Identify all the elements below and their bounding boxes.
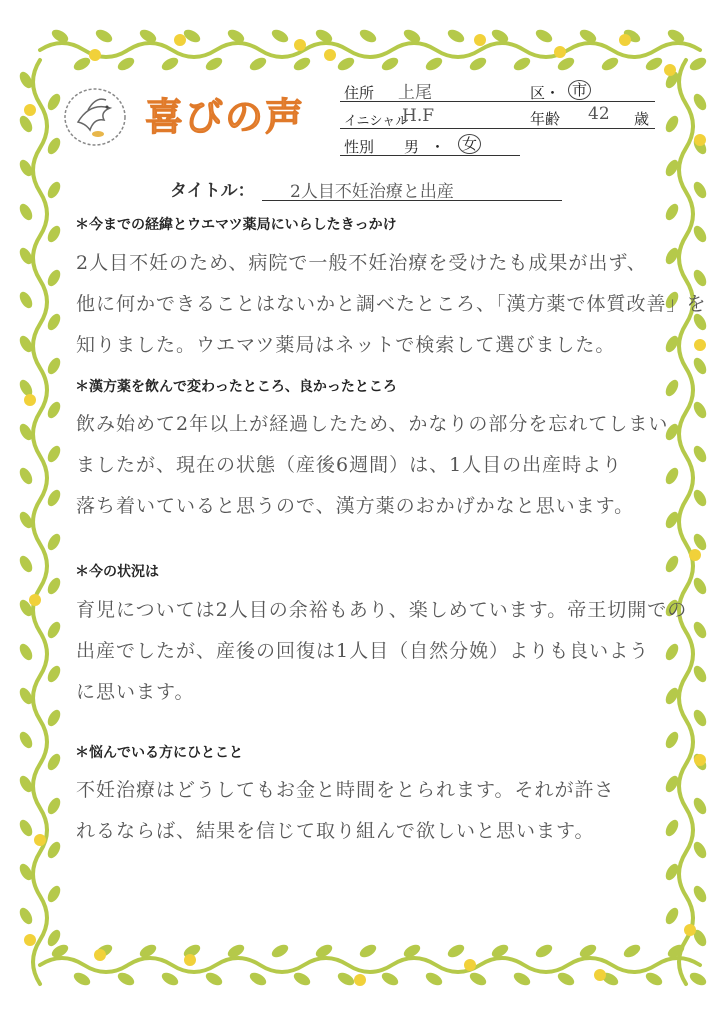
title-value: 2人目不妊治療と出産	[290, 182, 454, 202]
answer-line: 2人目不妊のため、病院で一般不妊治療を受けたも成果が出ず、	[76, 252, 647, 274]
section-heading-current: ＊今の状況は	[75, 564, 159, 580]
address-value: 上尾	[398, 83, 432, 103]
age-value: 42	[588, 104, 610, 124]
section-answer-changes	[76, 404, 688, 527]
answer-line: 不妊治療はどうしてもお金と時間をとられます。それが許さ	[76, 779, 615, 801]
ward-label: 区・	[530, 84, 561, 102]
section-answer-current	[76, 590, 688, 713]
answer-line: 育児については2人目の余裕もあり、楽しめています。帝王切開での	[76, 599, 688, 621]
address-line	[340, 101, 655, 102]
gender-female: 女	[458, 134, 481, 154]
gender-label: 性別	[344, 138, 375, 156]
answer-line: 落ち着いていると思うので、漢方薬のおかげかなと思います。	[76, 495, 635, 517]
answer-line: 飲み始めて2年以上が経過したため、かなりの部分を忘れてしまい	[76, 413, 669, 435]
gender-male: 男	[404, 138, 420, 156]
age-unit: 歳	[634, 110, 650, 128]
gender-line	[340, 155, 520, 156]
section-answer-message	[76, 770, 688, 852]
answer-line: れるならば、結果を信じて取り組んで欲しいと思います。	[76, 820, 595, 842]
dove-logo-icon	[60, 82, 130, 152]
address-label: 住所	[344, 84, 375, 102]
page-title: 喜びの声	[145, 95, 306, 139]
city-mark: 市	[568, 80, 591, 100]
answer-line: に思います。	[76, 681, 195, 703]
initial-value: H.F	[402, 106, 435, 126]
initial-label: イニシャル	[344, 114, 409, 129]
age-label: 年齢	[530, 110, 561, 128]
section-heading-changes: ＊漢方薬を飲んで変わったところ、良かったところ	[75, 379, 397, 395]
title-underline	[262, 200, 562, 201]
answer-line: 他に何かできることはないかと調べたところ、「漢方薬で体質改善」を	[76, 293, 707, 315]
title-label: タイトル：	[170, 181, 255, 201]
section-heading-history: ＊今までの経緯とウエマツ薬局にいらしたきっかけ	[75, 217, 397, 233]
answer-line: 出産でしたが、産後の回復は1人目（自然分娩）よりも良いよう	[76, 640, 650, 662]
answer-line: ましたが、現在の状態（産後6週間）は、1人目の出産時より	[76, 454, 623, 476]
answer-line: 知りました。ウエマツ薬局はネットで検索して選びました。	[76, 334, 616, 356]
initial-line	[340, 128, 655, 129]
section-heading-message: ＊悩んでいる方にひとこと	[75, 745, 243, 761]
section-answer-history	[76, 243, 707, 366]
gender-dot: ・	[430, 138, 446, 156]
